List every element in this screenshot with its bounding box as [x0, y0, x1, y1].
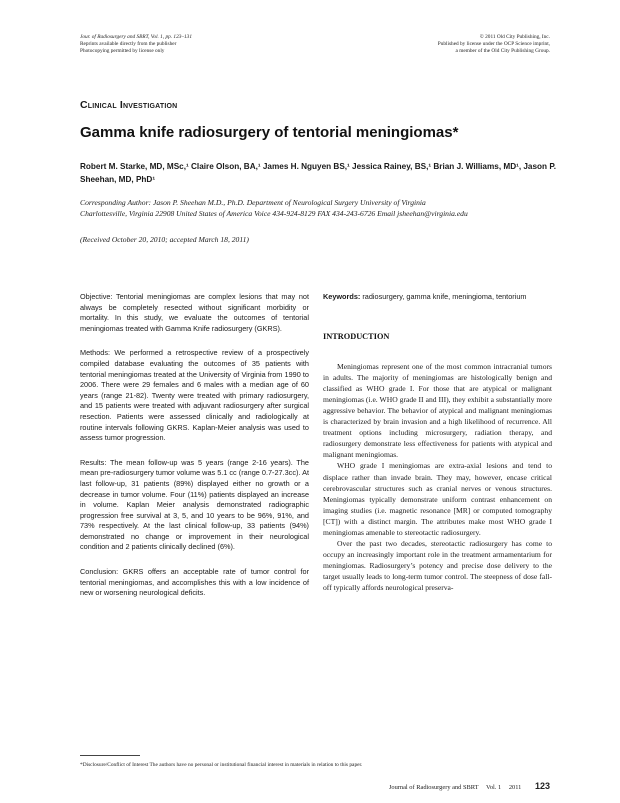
- article-title: Gamma knife radiosurgery of tentorial meningiomas*: [80, 124, 459, 141]
- abstract-methods: Methods: We performed a retrospective review of a prospectively compiled database evaluating the outcomes of 35 patients with tentorial meningiomas treated at the University of Virginia from 1990 to 2006. There were 29 females and 6 males with a median age of 60 years (range 21-82). Twenty were treated with primary radiosurgery, and 15 patients were treated with adjuvant radiosurgery after surgical resection. Patients were assessed clinically and radiologically at routine intervals following GKRS. Kaplan-Meier analysis was used to assess tumor progression.: [80, 348, 309, 443]
- header-left: [80, 34, 320, 55]
- abstract: [80, 292, 309, 613]
- abstract-results: Results: The mean follow-up was 5 years (range 2-16 years). The mean pre-radiosurgery tumor volume was 5.1 cc (range 0.7-27.3cc). At last follow-up, 31 patients (89%) displayed either no growth or a decrease in tumor volume. Four (11%) patients displayed an increase in volume. Kaplan Meier analysis demonstrated radiographic progression free survival at 3, 5, and 10 years to be 96%, 91%, and 73% respectively. At the last clinical follow-up, 33 patients (94%) demonstrated no change or improvement in their neurological condition and 2 patients clinically declined (6%).: [80, 457, 309, 552]
- corresponding-author-line-1: Corresponding Author: Jason P. Sheehan M.D., Ph.D. Department of Neurological Surgery University of Virginia: [80, 198, 426, 207]
- received-dates: (Received October 20, 2010; accepted March 18, 2011): [80, 235, 249, 244]
- reprints-notice: Reprints available directly from the publisher: [80, 41, 177, 47]
- header-right: [310, 34, 550, 55]
- publisher-group-notice: a member of the Old City Publishing Group.: [455, 48, 550, 54]
- footer-volume: Vol. 1: [486, 784, 502, 791]
- abstract-conclusion: Conclusion: GKRS offers an acceptable rate of tumor control for tentorial meningiomas, and accomplishes this with a low incidence of new or worsening neurological deficits.: [80, 567, 309, 598]
- footer-year: 2011: [508, 784, 522, 791]
- copyright-notice: © 2011 Old City Publishing, Inc.: [479, 34, 550, 40]
- footnote-divider: [80, 755, 140, 756]
- journal-citation: Jour. of Radiosurgery and SBRT, Vol. 1, pp. 123–131: [80, 34, 192, 40]
- keywords-label: Keywords:: [323, 292, 361, 301]
- corresponding-author: [80, 197, 560, 219]
- introduction-heading: INTRODUCTION: [323, 331, 390, 341]
- license-notice: Published by license under the OCP Science imprint,: [437, 41, 550, 47]
- abstract-objective: Objective: Tentorial meningiomas are complex lesions that may not always be completely resected without significant morbidity or mortality. In this study, we evaluate the outcomes of tentorial meningiomas treated with Gamma Knife radiosurgery (GKRS).: [80, 292, 309, 333]
- introduction-paragraph: Over the past two decades, stereotactic radiosurgery has come to occupy an increasingly important role in the treatment armamentarium for meningiomas. Radiosurgery’s potency and precise dose delivery to the target usually leads to long-term tumor control. The steepness of dose fall-off typically affords neurological preserva-: [323, 539, 552, 593]
- disclosure-footnote: *Disclosure/Conflict of Interest The authors have no personal or institutional financial interest in materials in relation to this paper.: [80, 762, 363, 768]
- section-label: Clinical Investigation: [80, 99, 178, 111]
- corresponding-author-line-2: Charlottesville, Virginia 22908 United States of America Voice 434-924-8129 FAX 434-243-6726 Email jsheehan@virginia.edu: [80, 209, 468, 218]
- right-column: [323, 292, 552, 594]
- introduction-body: [323, 361, 552, 594]
- introduction-paragraph: WHO grade I meningiomas are extra-axial lesions and tend to displace rather than invade brain. They may, however, encase critical cerebrovascular structures such as cranial nerves or venous structures. Meningiomas typically demonstrate uniform contrast enhancement on imaging studies (i.e. magnetic resonance [MR] or computed tomography [CT]) with a distinct margin. The attributes make most WHO grade I meningiomas amenable to stereotactic radiosurgery.: [323, 461, 552, 537]
- footer-journal-name: Journal of Radiosurgery and SBRT: [388, 784, 479, 791]
- page-footer: [389, 781, 550, 791]
- keywords-text: radiosurgery, gamma knife, meningioma, tentorium: [360, 292, 527, 301]
- author-list: Robert M. Starke, MD, MSc,¹ Claire Olson, BA,¹ James H. Nguyen BS,¹ Jessica Rainey, BS,¹ Brian J. Williams, MD¹, Jason P. Sheehan, MD, PhD¹: [80, 162, 556, 184]
- page-number: 123: [534, 781, 550, 791]
- introduction-paragraph: Meningiomas represent one of the most common intracranial tumors in adults. The majority of meningiomas are histologically benign and classified as WHO grade I. For those that are atypical or malignant meningiomas (i.e. WHO grade II and III), they exhibit a substantially more aggressive behavior. The behavior of atypical and malignant meningiomas is characterized by brain invasion and a high likelihood of recurrence. All treatment options including microsurgery, radiation therapy, and radiosurgery demonstrate less effectiveness for patients with atypical and malignant meningiomas.: [323, 361, 552, 460]
- keywords: [323, 292, 552, 303]
- photocopying-notice: Photocopying permitted by license only: [80, 48, 165, 54]
